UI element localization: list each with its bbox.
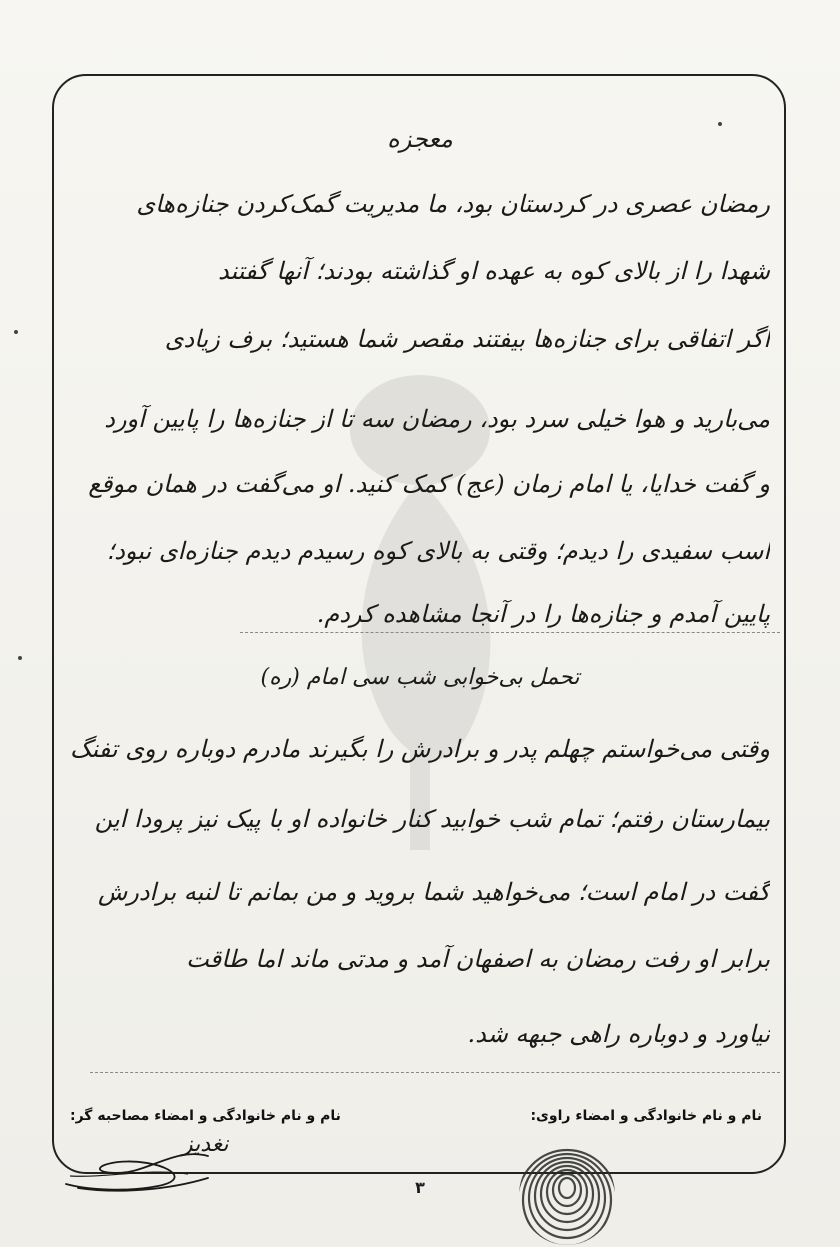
text-line: رمضان عصری در کردستان بود، ما مدیریت گمک‌کردن جنازه‌های — [136, 190, 770, 218]
scan-speck — [718, 122, 722, 126]
text-line: اگر اتفاقی برای جنازه‌ها بیفتند مقصر شما هستید؛ برف زیادی — [164, 325, 770, 353]
section-subtitle: تحمل بی‌خوابی شب سی امام (ره) — [260, 665, 580, 690]
text-line: بیمارستان رفتم؛ تمام شب خوابید کنار خانواده او با پیک نیز پرودا این — [94, 805, 770, 833]
text-line: شهدا را از بالای کوه به عهده او گذاشته بودند؛ آنها گفتند — [217, 257, 770, 285]
text-line: و گفت خدایا، یا امام زمان (عج) کمک کنید. او می‌گفت در همان موقع — [88, 470, 770, 498]
interviewer-handwritten-name: نغدیز — [182, 1132, 229, 1157]
document-title: معجزه — [387, 125, 453, 153]
scan-speck — [14, 330, 18, 334]
text-line: پایین آمدم و جنازه‌ها را در آنجا مشاهده کردم. — [316, 600, 770, 628]
text-line: برابر او رفت رمضان به اصفهان آمد و مدتی ماند اما طاقت — [186, 945, 770, 973]
narrator-signature-label: نام و نام خانوادگی و امضاء راوی: — [530, 1108, 762, 1124]
interviewer-signature-label: نام و نام خانوادگی و امضاء مصاحبه گر: — [70, 1108, 341, 1124]
text-line: می‌بارید و هوا خیلی سرد بود، رمضان سه تا از جنازه‌ها را پایین آورد — [104, 405, 770, 433]
text-line: وقتی می‌خواستم چهلم پدر و برادرش را بگیرند مادرم دوباره روی تفنگ — [70, 735, 770, 763]
text-line: اسب سفیدی را دیدم؛ وقتی به بالای کوه رسیدم دیدم جنازه‌ای نبود؛ — [106, 537, 770, 565]
page-number: ۳ — [415, 1178, 425, 1197]
scan-speck — [18, 656, 22, 660]
text-line: نیاورد و دوباره راهی جبهه شد. — [467, 1020, 770, 1048]
dashed-rule — [240, 632, 780, 633]
text-line: گفت در امام است؛ می‌خواهید شما بروید و من بمانم تا لنبه برادرش — [97, 878, 770, 906]
dashed-rule — [90, 1072, 780, 1073]
